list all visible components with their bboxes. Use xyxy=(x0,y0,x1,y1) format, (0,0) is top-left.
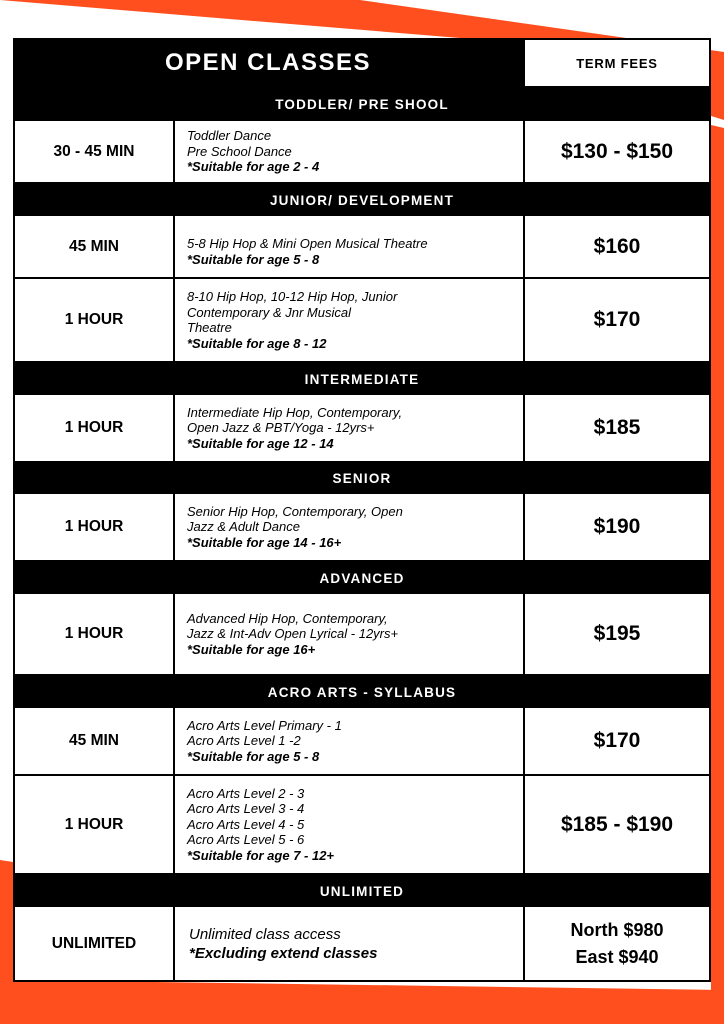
class-line: Open Jazz & PBT/Yoga - 12yrs+ xyxy=(187,420,375,436)
section-band-advanced: ADVANCED xyxy=(13,562,711,594)
price-cell: $170 xyxy=(593,729,641,752)
class-line: Pre School Dance xyxy=(187,143,292,159)
table-row xyxy=(13,907,711,982)
table-row xyxy=(13,776,711,875)
class-description xyxy=(175,121,525,182)
class-line: Acro Arts Level 5 - 6 xyxy=(187,832,305,848)
price-cell: $130 - $150 xyxy=(560,139,674,163)
section-band-senior: SENIOR xyxy=(13,463,711,494)
price-cell: $195 xyxy=(593,622,641,645)
page-title: OPEN CLASSES xyxy=(13,38,523,88)
table-row xyxy=(13,279,711,363)
class-line: Theatre xyxy=(187,320,232,335)
duration-cell: 1 HOUR xyxy=(15,279,175,361)
table-row xyxy=(13,216,711,279)
class-line: Acro Arts Level Primary - 1 xyxy=(187,717,342,733)
class-line: Acro Arts Level 1 -2 xyxy=(187,733,301,749)
right-orange-stripe xyxy=(711,125,724,960)
class-description xyxy=(175,708,525,774)
age-note: *Suitable for age 12 - 14 xyxy=(187,435,334,451)
price-north: North $980 xyxy=(570,919,664,940)
class-line: Acro Arts Level 2 - 3 xyxy=(187,785,305,801)
duration-cell: 1 HOUR xyxy=(15,776,175,873)
term-fees-label: TERM FEES xyxy=(523,38,711,88)
price-cell: $160 xyxy=(593,234,641,258)
duration-cell: 45 MIN xyxy=(15,216,175,277)
age-note: *Suitable for age 5 - 8 xyxy=(187,251,320,267)
section-band-junior: JUNIOR/ DEVELOPMENT xyxy=(13,184,711,216)
age-note: *Suitable for age 2 - 4 xyxy=(187,159,320,175)
duration-cell: 1 HOUR xyxy=(15,594,175,674)
price-cell xyxy=(525,907,709,980)
class-description xyxy=(175,907,525,980)
class-line: 8-10 Hip Hop, 10-12 Hip Hop, Junior xyxy=(187,289,398,304)
price-cell: $185 - $190 xyxy=(560,812,674,836)
class-description xyxy=(175,216,525,277)
age-note: *Suitable for age 7 - 12+ xyxy=(187,847,335,863)
duration-cell: 1 HOUR xyxy=(15,494,175,560)
class-description xyxy=(175,395,525,461)
class-description xyxy=(175,776,525,873)
class-line: Senior Hip Hop, Contemporary, Open xyxy=(187,503,403,519)
class-line: Toddler Dance xyxy=(187,128,272,144)
age-note: *Excluding extend classes xyxy=(189,944,378,962)
price-cell: $170 xyxy=(593,308,641,331)
class-description xyxy=(175,279,525,361)
section-band-unlimited: UNLIMITED xyxy=(13,875,711,907)
table-row xyxy=(13,708,711,776)
duration-cell: 30 - 45 MIN xyxy=(15,121,175,182)
class-line: Jazz & Int-Adv Open Lyrical - 12yrs+ xyxy=(187,626,399,642)
section-band-acro: ACRO ARTS - SYLLABUS xyxy=(13,676,711,708)
table-row xyxy=(13,121,711,184)
age-note: *Suitable for age 14 - 16+ xyxy=(187,534,342,550)
class-description xyxy=(175,594,525,674)
price-east: East $940 xyxy=(575,946,659,967)
class-line: Acro Arts Level 4 - 5 xyxy=(187,816,305,832)
bottom-right-orange-stripe xyxy=(711,935,724,995)
age-note: *Suitable for age 16+ xyxy=(187,641,316,657)
section-band-intermediate: INTERMEDIATE xyxy=(13,363,711,395)
class-line: Acro Arts Level 3 - 4 xyxy=(187,801,305,817)
class-line: 5-8 Hip Hop & Mini Open Musical Theatre xyxy=(187,236,428,251)
table-row xyxy=(13,395,711,463)
class-line: Intermediate Hip Hop, Contemporary, xyxy=(187,404,403,420)
duration-cell: UNLIMITED xyxy=(15,907,175,980)
duration-cell: 1 HOUR xyxy=(15,395,175,461)
class-line: Contemporary & Jnr Musical xyxy=(187,304,351,320)
section-band-toddler: TODDLER/ PRE SHOOL xyxy=(13,88,711,121)
age-note: *Suitable for age 8 - 12 xyxy=(187,335,327,351)
duration-cell: 45 MIN xyxy=(15,708,175,774)
class-line: Unlimited class access xyxy=(189,925,341,943)
table-row xyxy=(13,594,711,676)
table-header xyxy=(13,38,711,88)
class-line: Advanced Hip Hop, Contemporary, xyxy=(187,610,388,626)
price-cell: $190 xyxy=(593,515,641,538)
age-note: *Suitable for age 5 - 8 xyxy=(187,748,320,764)
price-cell: $185 xyxy=(593,416,641,439)
class-line: Jazz & Adult Dance xyxy=(187,519,300,535)
class-description xyxy=(175,494,525,560)
table-row xyxy=(13,494,711,562)
